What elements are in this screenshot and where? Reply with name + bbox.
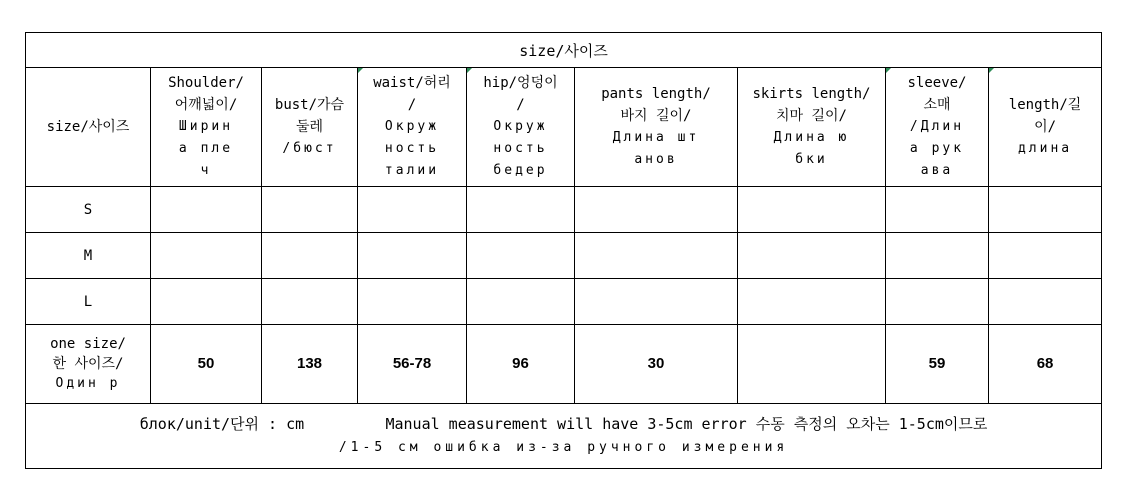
header-row	[26, 68, 1102, 187]
header-waist-line: Окруж	[384, 119, 440, 134]
header-sleeve-line: 소매	[923, 97, 951, 113]
size-label: L	[26, 279, 151, 325]
header-skirts-line: Длина ю	[773, 130, 850, 145]
sleeve-value: 59	[886, 325, 989, 404]
header-bust-line: bust/가슴	[274, 97, 345, 113]
header-skirts-line: 치마 길이/	[776, 108, 847, 124]
header-shoulder-line: ч	[200, 163, 212, 178]
table-cell	[262, 233, 358, 279]
header-sleeve-line: /Длин	[909, 119, 965, 134]
waist-value: 56-78	[358, 325, 467, 404]
table-title: size/사이즈	[26, 33, 1102, 68]
header-hip-line: hip/엉덩이	[483, 75, 558, 91]
header-hip-line: Окруж	[493, 119, 548, 134]
header-pants-length	[575, 68, 738, 187]
header-hip-line: /	[516, 97, 525, 113]
header-sleeve-line: а рук	[909, 141, 965, 156]
header-length-line: длина	[1017, 141, 1073, 156]
header-waist	[358, 68, 467, 187]
table-cell	[262, 279, 358, 325]
table-cell	[151, 233, 262, 279]
header-skirts-line: skirts length/	[752, 86, 871, 102]
header-waist-line: талии	[384, 163, 440, 178]
one-size-label	[26, 325, 151, 404]
size-table	[25, 32, 1102, 469]
footer-line-2: /1-5 см ошибка из-за ручного измерения	[338, 440, 789, 455]
footer-note	[26, 404, 1102, 469]
header-pants-line: 바지 길이/	[620, 108, 692, 124]
size-chart	[25, 32, 1101, 469]
table-cell	[575, 187, 738, 233]
header-length	[989, 68, 1102, 187]
skirts-length-value	[738, 325, 886, 404]
bust-value: 138	[262, 325, 358, 404]
one-size-label-line: Один р	[55, 376, 121, 391]
table-cell	[467, 279, 575, 325]
table-cell	[886, 233, 989, 279]
table-cell	[467, 233, 575, 279]
header-waist-line: waist/허리	[373, 75, 451, 91]
header-length-line: 이/	[1034, 119, 1057, 135]
table-row-one-size	[26, 325, 1102, 404]
hip-value: 96	[467, 325, 575, 404]
table-row	[26, 233, 1102, 279]
length-value: 68	[989, 325, 1102, 404]
table-cell	[151, 279, 262, 325]
header-bust-line: /бюст	[282, 141, 337, 156]
header-pants-line: Длина шт	[612, 130, 700, 145]
one-size-label-line: 한 사이즈/	[52, 356, 124, 372]
header-skirts-length	[738, 68, 886, 187]
table-cell	[989, 187, 1102, 233]
header-sleeve-line: sleeve/	[907, 75, 967, 91]
header-sleeve-line: ава	[920, 163, 954, 178]
table-cell	[467, 187, 575, 233]
footer-line-1: блок/unit/단위 : cm Manual measurement will have 3-5cm error 수동 측정의 오차는 1-5cm이므로	[139, 415, 988, 433]
header-hip-line: бедер	[493, 163, 548, 178]
size-label: S	[26, 187, 151, 233]
header-bust-line: 둘레	[295, 119, 324, 135]
table-cell	[989, 279, 1102, 325]
size-label: M	[26, 233, 151, 279]
header-waist-line: ность	[384, 141, 440, 156]
header-skirts-line: бки	[795, 152, 828, 167]
table-cell	[738, 233, 886, 279]
table-cell	[989, 233, 1102, 279]
table-cell	[886, 187, 989, 233]
header-shoulder-line: Ширин	[178, 119, 234, 134]
header-shoulder-line: 어깨넓이/	[174, 97, 238, 113]
table-cell	[738, 187, 886, 233]
header-size: size/사이즈	[26, 68, 151, 187]
table-cell	[358, 187, 467, 233]
table-row	[26, 279, 1102, 325]
pants-length-value: 30	[575, 325, 738, 404]
header-hip	[467, 68, 575, 187]
one-size-label-line: one size/	[50, 336, 126, 352]
shoulder-value: 50	[151, 325, 262, 404]
header-shoulder-line: а пле	[178, 141, 234, 156]
header-shoulder-line: Shoulder/	[168, 75, 244, 91]
header-pants-line: pants length/	[601, 86, 711, 102]
header-sleeve	[886, 68, 989, 187]
header-shoulder	[151, 68, 262, 187]
header-hip-line: ность	[493, 141, 548, 156]
header-length-line: length/길	[1008, 97, 1082, 113]
table-cell	[151, 187, 262, 233]
table-cell	[738, 279, 886, 325]
table-cell	[575, 233, 738, 279]
header-waist-line: /	[407, 97, 417, 113]
table-cell	[358, 233, 467, 279]
table-cell	[575, 279, 738, 325]
table-cell	[886, 279, 989, 325]
table-row	[26, 187, 1102, 233]
header-pants-line: анов	[634, 152, 678, 167]
table-cell	[262, 187, 358, 233]
table-cell	[358, 279, 467, 325]
header-bust	[262, 68, 358, 187]
